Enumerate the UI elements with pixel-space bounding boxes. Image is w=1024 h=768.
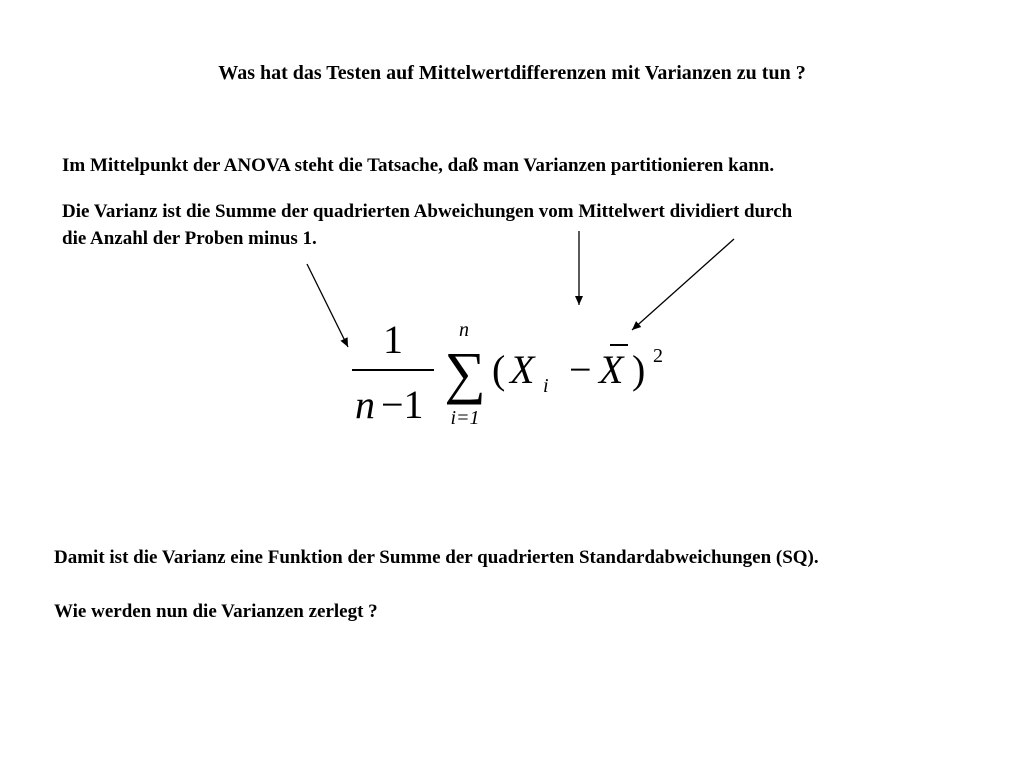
slide-title: Was hat das Testen auf Mittelwertdifferenzen mit Varianzen zu tun ? — [218, 62, 806, 84]
paragraph-anova: Im Mittelpunkt der ANOVA steht die Tatsache, daß man Varianzen partitionieren kann. — [62, 155, 775, 176]
sum-symbol: ∑ — [444, 340, 486, 405]
subscript-i: i — [543, 375, 549, 397]
sum-lower-limit: i=1 — [450, 407, 480, 429]
paragraph-question: Wie werden nun die Varianzen zerlegt ? — [54, 601, 378, 622]
mean-x: X — [599, 347, 624, 392]
denominator-n: n — [355, 382, 375, 427]
sum-upper-limit: n — [459, 319, 469, 341]
fraction-numerator: 1 — [383, 317, 403, 362]
paragraph-variance-line-1: Die Varianz ist die Summe der quadrierten Abweichungen vom Mittelwert dividiert durch — [62, 201, 793, 222]
denominator-minus-one: −1 — [381, 382, 424, 427]
variable-x: X — [510, 347, 535, 392]
minus-sign: − — [569, 347, 592, 392]
close-parenthesis: ) — [632, 347, 646, 392]
open-parenthesis: ( — [492, 347, 506, 392]
paragraph-sq: Damit ist die Varianz eine Funktion der Summe der quadrierten Standardabweichungen (SQ). — [54, 547, 819, 568]
paragraph-variance-line-2: die Anzahl der Proben minus 1. — [62, 228, 317, 249]
exponent-two: 2 — [653, 345, 663, 367]
